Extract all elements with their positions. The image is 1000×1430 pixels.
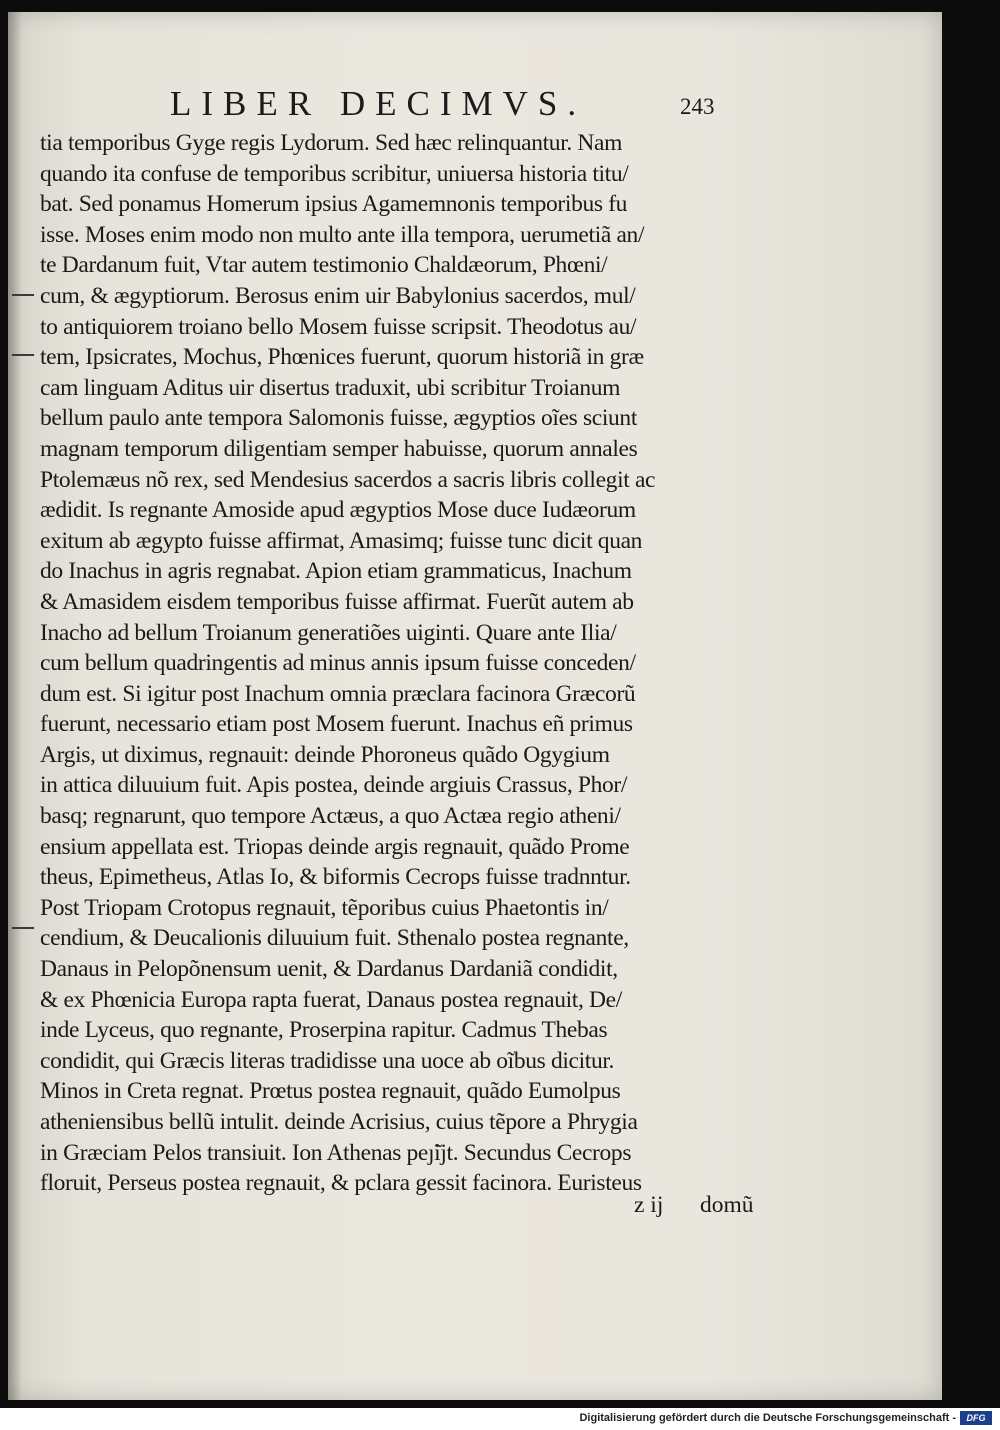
text-line: Ptolemæus nõ rex, sed Mendesius sacerdos a sacris libris collegit ac	[40, 466, 656, 493]
text-line: & ex Phœnicia Europa rapta fuerat, Danaus postea regnauit, De/	[40, 986, 622, 1013]
text-line: theus, Epimetheus, Atlas Io, & biformis Cecrops fuisse tradnntur.	[40, 864, 631, 891]
text-block	[40, 128, 780, 1199]
signature-mark: z ij	[634, 1192, 664, 1218]
text-line: te Dardanum fuit, Vtar autem testimonio Chaldæorum, Phœni/	[40, 252, 608, 279]
text-line: bat. Sed ponamus Homerum ipsius Agamemnonis temporibus fu	[40, 191, 628, 218]
text-line: floruit, Perseus postea regnauit, & pclara gessit facinora. Euristeus	[40, 1170, 642, 1197]
text-line: atheniensibus bellũ intulit. deinde Acrisius, cuius tẽpore a Phrygia	[40, 1109, 638, 1135]
text-line: tem, Ipsicrates, Mochus, Phœnices fuerunt, quorum historiã in græ	[40, 344, 644, 371]
footer-credit: Digitalisierung gefördert durch die Deutsche Forschungsgemeinschaft -	[579, 1412, 956, 1424]
text-line: fuerunt, necessario etiam post Mosem fuerunt. Inachus eñ primus	[40, 711, 633, 738]
margin-mark	[12, 354, 34, 356]
spine-shadow	[8, 12, 22, 1400]
text-line: in attica diluuium fuit. Apis postea, deinde argiuis Crassus, Phor/	[40, 772, 628, 799]
text-line: bellum paulo ante tempora Salomonis fuisse, ægyptios oĩes sciunt	[40, 405, 638, 432]
text-line: quando ita confuse de temporibus scribitur, uniuersa historia titu/	[40, 160, 629, 187]
text-line: cum, & ægyptiorum. Berosus enim uir Babylonius sacerdos, mul/	[40, 282, 636, 309]
text-line: isse. Moses enim modo non multo ante illa tempora, uerumetiã an/	[40, 221, 645, 248]
text-line: Argis, ut diximus, regnauit: deinde Phoroneus quãdo Ogygium	[40, 741, 610, 768]
text-line: Danaus in Pelopõnensum uenit, & Dardanus Dardaniã condidit,	[40, 956, 618, 983]
running-head	[158, 84, 738, 124]
text-line: exitum ab ægypto fuisse affirmat, Amasimq; fuisse tunc dicit quan	[40, 527, 643, 554]
text-line: & Amasidem eisdem temporibus fuisse affirmat. Fuerũt autem ab	[40, 588, 634, 615]
text-line: Inacho ad bellum Troianum generatiões uiginti. Quare ante Ilia/	[40, 619, 617, 646]
digitization-footer	[0, 1408, 1000, 1430]
text-line: to antiquiorem troiano bello Mosem fuisse scripsit. Theodotus au/	[40, 313, 637, 340]
text-line: Minos in Creta regnat. Prœtus postea regnauit, quãdo Eumolpus	[40, 1078, 621, 1105]
margin-mark	[12, 294, 34, 296]
text-line: condidit, qui Græcis literas tradidisse una uoce ab oĩbus dicitur.	[40, 1047, 615, 1074]
book-page	[8, 12, 942, 1400]
running-head-title: LIBER DECIMVS.	[170, 84, 587, 123]
text-line: ædidit. Is regnante Amoside apud ægyptios Mose duce Iudæorum	[40, 497, 636, 524]
catchword: domũ	[700, 1192, 754, 1218]
text-line: basq; regnarunt, quo tempore Actæus, a quo Actæa regio atheni/	[40, 803, 621, 830]
text-line: Post Triopam Crotopus regnauit, tẽporibus cuius Phaetontis in/	[40, 894, 609, 921]
text-line: dum est. Si igitur post Inachum omnia præclara facinora Græcorũ	[40, 680, 636, 707]
text-line: magnam temporum diligentiam semper habuisse, quorum annales	[40, 435, 638, 462]
dfg-logo: DFG	[960, 1411, 992, 1425]
text-line: cum bellum quadringentis ad minus annis ipsum fuisse conceden/	[40, 650, 636, 677]
folio-number: 243	[680, 94, 715, 119]
text-line: ensium appellata est. Triopas deinde argis regnauit, quãdo Prome	[40, 833, 630, 860]
text-line: do Inachus in agris regnabat. Apion etiam grammaticus, Inachum	[40, 558, 632, 585]
text-line: in Græciam Pelos transiuit. Ion Athenas peȷ̃ijt. Secundus Cecrops	[40, 1139, 632, 1166]
text-line: cam linguam Aditus uir disertus traduxit, ubi scribitur Troianum	[40, 374, 621, 401]
text-line: inde Lyceus, quo regnante, Proserpina rapitur. Cadmus Thebas	[40, 1017, 608, 1044]
margin-mark	[12, 927, 34, 929]
text-line: tia temporibus Gyge regis Lydorum. Sed hæc relinquantur. Nam	[40, 130, 623, 156]
text-line: cendium, & Deucalionis diluuium fuit. Sthenalo postea regnante,	[40, 925, 629, 952]
page-foot	[608, 1192, 788, 1224]
